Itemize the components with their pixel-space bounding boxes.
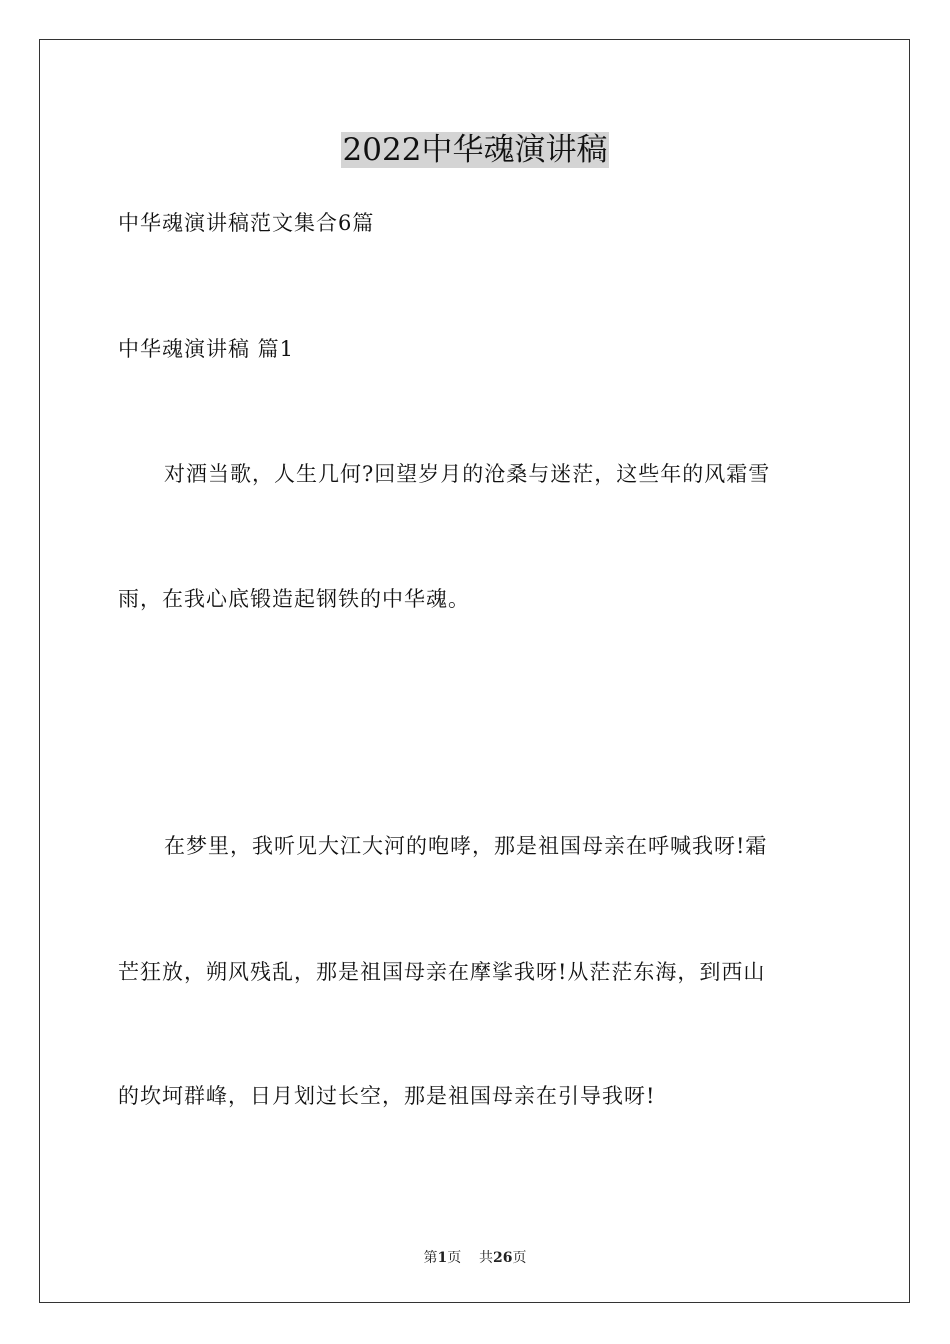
paragraph-2-line-1: 在梦里，我听见大江大河的咆哮，那是祖国母亲在呼喊我呀!霜 [164, 834, 768, 858]
footer-page-number: 1 [437, 1250, 448, 1266]
document-title-text: 2022中华魂演讲稿 [342, 132, 608, 168]
footer-total-unit: 页 [512, 1250, 527, 1266]
document-subtitle: 中华魂演讲稿范文集合6篇 [118, 211, 375, 235]
paragraph-2-line-2: 芒狂放，朔风残乱，那是祖国母亲在摩挲我呀!从茫茫东海，到西山 [118, 960, 766, 984]
section-heading: 中华魂演讲稿 篇1 [118, 337, 295, 361]
footer-page-prefix: 第 [423, 1250, 438, 1266]
paragraph-2-line-3: 的坎坷群峰，日月划过长空，那是祖国母亲在引导我呀! [118, 1084, 656, 1108]
paragraph-1-line-2: 雨，在我心底锻造起钢铁的中华魂。 [118, 587, 470, 611]
footer-total-prefix: 共 [479, 1250, 494, 1266]
footer-page-unit: 页 [447, 1250, 462, 1266]
page-footer [0, 1248, 950, 1268]
footer-total-pages: 26 [493, 1250, 513, 1266]
document-title [0, 128, 950, 172]
paragraph-1-line-1: 对酒当歌，人生几何?回望岁月的沧桑与迷茫，这些年的风霜雪 [164, 462, 771, 486]
